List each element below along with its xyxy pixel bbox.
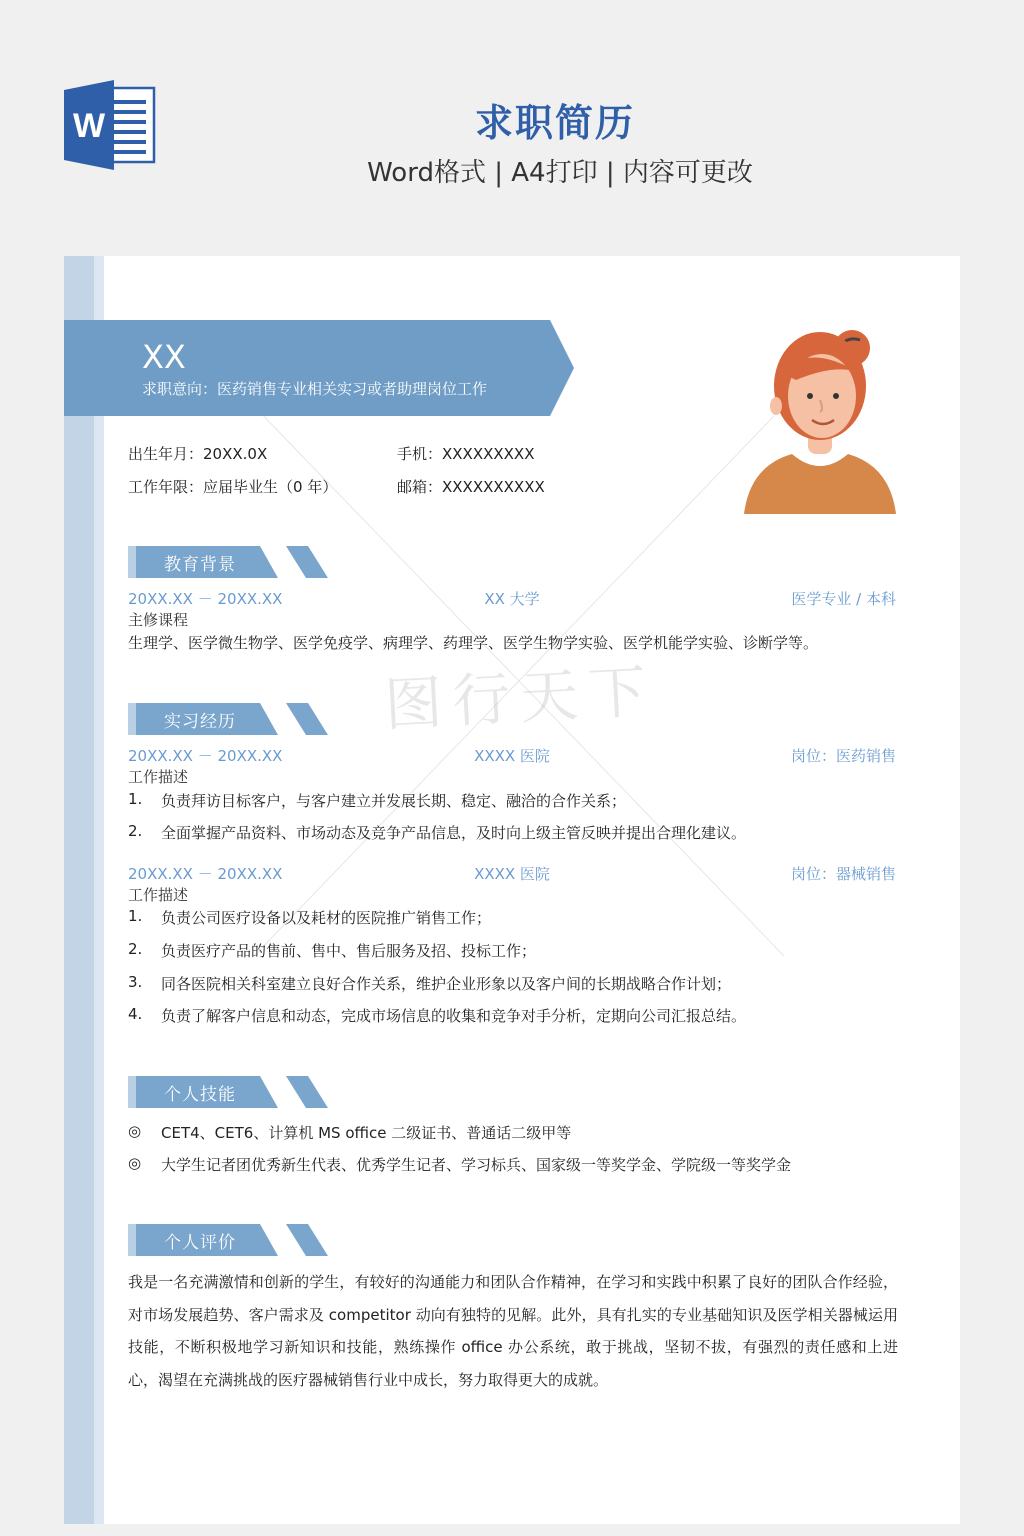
- resume-page: XX 求职意向：医药销售专业相关实习或者助理岗位工作 出生年月：20XX.0X 手机：XXXXXXXXX 工作年限：应届毕业生（0 年） 邮箱：XXXXXXXXXX 图行天下 教育背景 20XX.XX － 20XX.XX XX 大学 医学专业 / 本科 主修课程 生理学、医学微生物学、医学免疫学、病理学、药理学、医学生物学实验、医学机能学实验、诊断学等。 实习经历 20XX.XX － 20XX.XX XXXX 医院 岗位：医药销售 工作描述 1. 负责拜访目标客户，与客户建立并发展长期、稳定、融洽的合作关系； 2. 全面掌握产品资料、市场动态及竞争产品信息，及时向上级主管反映并提出合理化建议。 20XX.XX － 20XX.XX XXXX 医院 岗位：器械销售 工作描述 1. 负责公司医疗设备以及耗材的医院推广销售工作； 2. 负责医疗产品的售前、售中、售后服务及招、投标工作； 3. 同各医院相关科室建立良好合作关系，维护企业形象以及客户间的长期战略合作计划； 4. 负责了解客户信息和动态，完成市场信息的收集和竞争对手分析，定期向公司汇报总结。 个人技能 ◎ CET4、CET6、计算机 MS office 二级证书、普通话二级甲等 ◎ 大学生记者团优秀新生代表、优秀学生记者、学习标兵、国家级一等奖学金、学院级一等奖学金 个人评价 我是一名充满激情和创新的学生，有较好的沟通能力和团队合作精神，在学习和实践中积累了良好的团队合作经验，对市场发展趋势、客户需求及 competitor 动向有独特的见解。此外，具有扎实的专业基础知识及医学相关器械运用技能，不断积极地学习新知识和技能，熟练操作 office 办公系统，敢于挑战，坚韧不拔，有强烈的责任感和上进心，渴望在充满挑战的医疗器械销售行业中成长，努力取得更大的成就。: [64, 256, 960, 1524]
- avatar: [736, 316, 904, 516]
- hero-subtitle: Word格式 | A4打印 | 内容可更改: [367, 158, 753, 188]
- courses-label: 主修课程: [128, 611, 189, 629]
- section-title: 个人技能: [164, 1085, 236, 1105]
- name-banner: [64, 320, 574, 416]
- section-education-header: [128, 546, 338, 578]
- job-intent: 求职意向：医药销售专业相关实习或者助理岗位工作: [142, 380, 488, 398]
- internship-date: 20XX.XX － 20XX.XX: [128, 865, 283, 883]
- hero-title: 求职简历: [474, 101, 635, 145]
- education-school: XX 大学: [484, 590, 540, 608]
- svg-text:W: W: [72, 107, 106, 145]
- courses: 生理学、医学微生物学、医学免疫学、病理学、药理学、医学生物学实验、医学机能学实验、诊断学等。: [128, 634, 819, 652]
- section-title: 个人评价: [164, 1233, 236, 1253]
- internship-row: [128, 863, 896, 885]
- bullet-icon: ◎: [128, 1122, 142, 1140]
- birth-date: 出生年月：20XX.0X: [128, 445, 268, 463]
- email: 邮箱：XXXXXXXXXX: [397, 478, 545, 496]
- section-internship-header: [128, 703, 338, 735]
- bullet-icon: ◎: [128, 1154, 142, 1172]
- work-years: 工作年限：应届毕业生（0 年）: [128, 478, 338, 496]
- candidate-name: XX: [142, 338, 186, 376]
- word-icon: [64, 80, 156, 170]
- self-evaluation: 我是一名充满激情和创新的学生，有较好的沟通能力和团队合作精神，在学习和实践中积累了良好的团队合作经验，对市场发展趋势、客户需求及 competitor 动向有独特的见解。此外，具有扎实的专业基础知识及医学相关器械运用技能，不断积极地学习新知识和技能，熟练操作 office 办公系统，敢于挑战，坚韧不拔，有强烈的责任感和上进心，渴望在充满挑战的医疗器械销售行业中成长，努力取得更大的成就。: [128, 1273, 898, 1389]
- phone: 手机：XXXXXXXXX: [397, 445, 535, 463]
- section-evaluation-header: [128, 1224, 338, 1256]
- watermark: 图行天下: [382, 656, 658, 740]
- work-desc-label: 工作描述: [128, 768, 189, 786]
- education-date: 20XX.XX － 20XX.XX: [128, 590, 283, 608]
- section-title: 实习经历: [164, 712, 236, 732]
- internship-place: XXXX 医院: [474, 747, 550, 765]
- education-row: [128, 588, 896, 610]
- section-title: 教育背景: [164, 555, 236, 575]
- internship-place: XXXX 医院: [474, 865, 550, 883]
- work-desc-label: 工作描述: [128, 886, 189, 904]
- internship-row: [128, 745, 896, 767]
- internship-role: 岗位：医药销售: [790, 747, 896, 765]
- internship-role: 岗位：器械销售: [790, 865, 896, 883]
- internship-date: 20XX.XX － 20XX.XX: [128, 747, 283, 765]
- section-skills-header: [128, 1076, 338, 1108]
- education-major: 医学专业 / 本科: [791, 590, 896, 608]
